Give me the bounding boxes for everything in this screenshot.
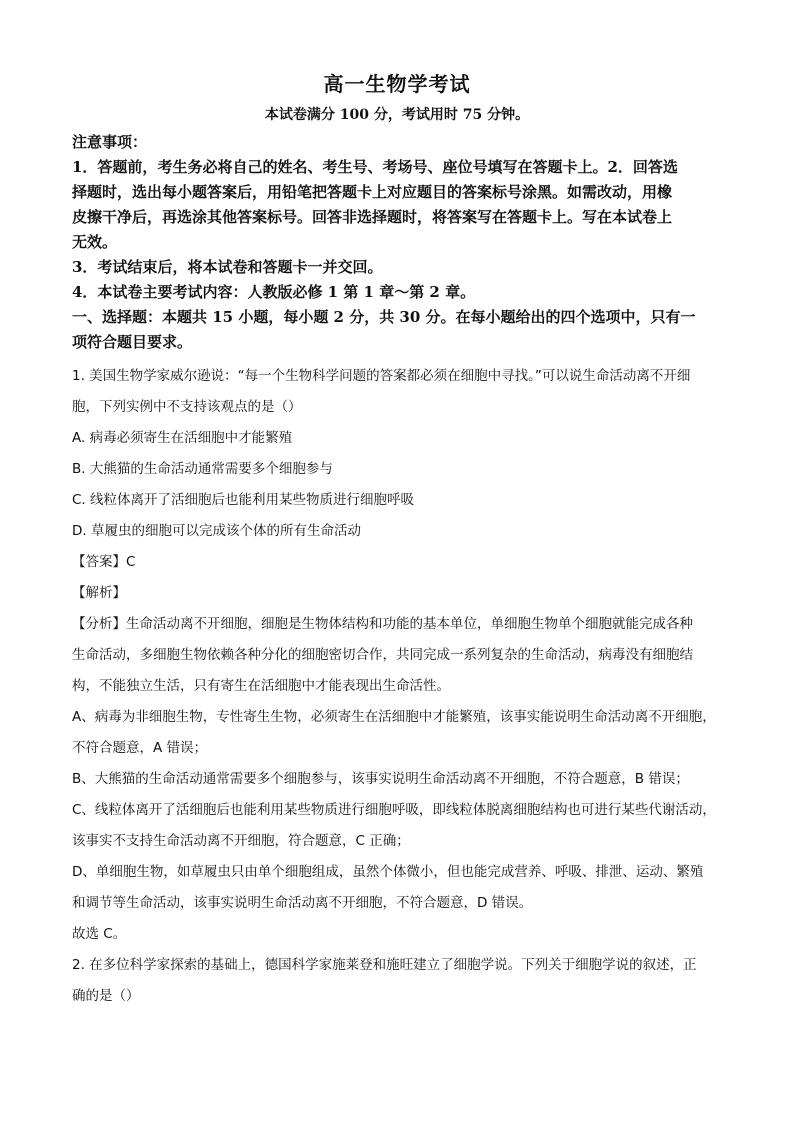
notice-item-1-line-2: 择题时，选出每小题答案后，用铅笔把答题卡上对应题目的答案标号涂黑。如需改动，用橡 [72,183,673,201]
question-1-explain-b: B、大熊猫的生命活动通常需要多个细胞参与，该事实说明生命活动离不开细胞，不符合题意，B 错误； [72,771,689,787]
question-1-analysis-line-2: 生命活动，多细胞生物依赖各种分化的细胞密切合作，共同完成一系列复杂的生命活动，病毒没有细胞结 [72,647,693,663]
question-1-explain-d-line-1: D、单细胞生物，如草履虫只由单个细胞组成，虽然个体微小，但也能完成营养、呼吸、排泄、运动、繁殖 [72,864,704,880]
question-1-option-d: D. 草履虫的细胞可以完成该个体的所有生命活动 [72,523,361,539]
section-1-line-2: 项符合题目要求。 [72,333,193,351]
question-2 [72,950,734,1012]
question-1-stem-line-1: 1. 美国生物学家威尔逊说：“每一个生物科学问题的答案都必须在细胞中寻找。”可以说生命活动离不开细 [72,368,691,384]
notice-block [72,130,734,305]
question-2-stem-line-2: 确的是（） [72,988,140,1004]
section-1-heading [72,305,734,355]
question-1-explain-c-line-2: 该事实不支持生命活动离不开细胞，符合题意，C 正确； [72,833,410,849]
question-1-option-a: A. 病毒必须寄生在活细胞中才能繁殖 [72,430,293,446]
question-1-conclusion: 故选 C。 [72,926,127,942]
question-1-analysis-heading: 【解析】 [72,585,126,601]
notice-item-4: 4．本试卷主要考试内容：人教版必修 1 第 1 章～第 2 章。 [72,283,476,301]
question-1-option-c: C. 线粒体离开了活细胞后也能利用某些物质进行细胞呼吸 [72,492,415,508]
notice-item-1-line-4: 无效。 [72,233,118,251]
question-1-explain-a-line-2: 不符合题意，A 错误； [72,740,208,756]
question-2-stem-line-1: 2. 在多位科学家探索的基础上，德国科学家施莱登和施旺建立了细胞学说。下列关于细胞学说的叙述，正 [72,957,697,973]
question-1-option-b: B. 大熊猫的生命活动通常需要多个细胞参与 [72,461,333,477]
notice-item-1-line-1: 1．答题前，考生务必将自己的姓名、考生号、考场号、座位号填写在答题卡上。2．回答选 [72,158,678,176]
page-title: 高一生物学考试 [323,72,471,96]
question-1-explain-c-line-1: C、线粒体离开了活细胞后也能利用某些物质进行细胞呼吸，即线粒体脱离细胞结构也可进行某些代谢活动， [72,802,716,818]
notice-item-3: 3．考试结束后，将本试卷和答题卡一并交回。 [72,258,383,276]
notice-heading: 注意事项： [72,133,148,151]
question-1-explain-a-line-1: A、病毒为非细胞生物，专性寄生生物，必须寄生在活细胞中才能繁殖，该事实能说明生命活动离不开细胞， [72,709,716,725]
exam-content [72,130,734,1012]
exam-subtitle: 本试卷满分 100 分，考试用时 75 分钟。 [264,107,530,123]
question-1-answer: 【答案】C [72,554,136,570]
question-1-analysis-line-1: 【分析】生命活动离不开细胞，细胞是生物体结构和功能的基本单位，单细胞生物单个细胞就能完成各种 [72,616,693,632]
question-1-stem-line-2: 胞，下列实例中不支持该观点的是（） [72,399,302,415]
question-1 [72,361,734,950]
question-1-analysis-line-3: 构，不能独立生活，只有寄生在活细胞中才能表现出生命活性。 [72,678,450,694]
question-1-explain-d-line-2: 和调节等生命活动，该事实说明生命活动离不开细胞，不符合题意，D 错误。 [72,895,533,911]
section-1-line-1: 一、选择题：本题共 15 小题，每小题 2 分，共 30 分。在每小题给出的四个选项中，只有一 [72,308,696,326]
notice-item-1-line-3: 皮擦干净后，再选涂其他答案标号。回答非选择题时，将答案写在答题卡上。写在本试卷上 [72,208,673,226]
